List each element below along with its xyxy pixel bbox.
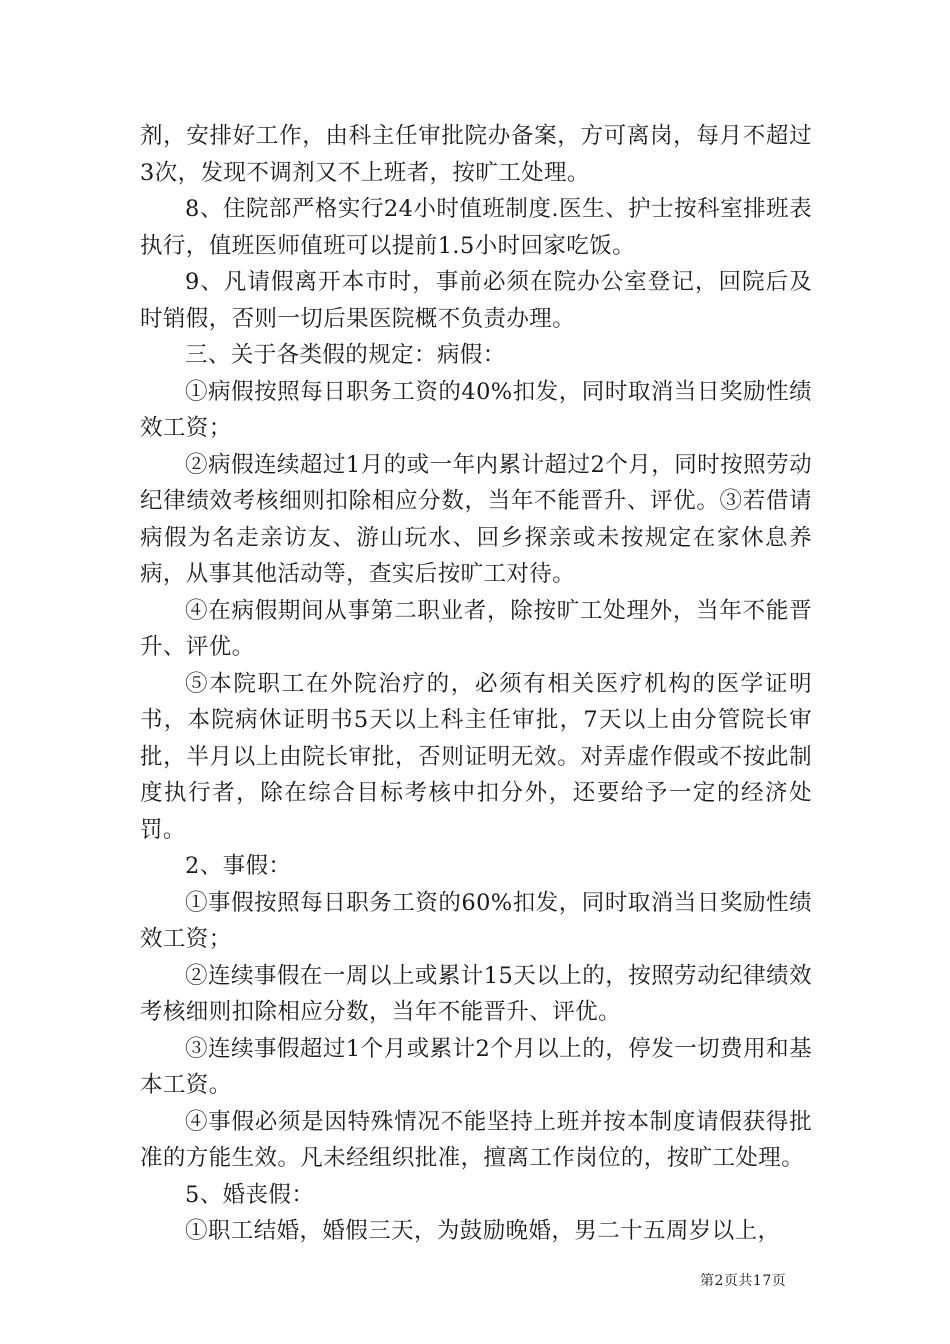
paragraph-item-9: 9、凡请假离开本市时，事前必须在院办公室登记，回院后及时销假，否则一切后果医院概不负责办理。 [140, 269, 812, 332]
paragraph-sick-leave-2-3: ②病假连续超过1月的或一年内累计超过2个月，同时按照劳动纪律绩效考核细则扣除相应分数，当年不能晋升、评优。③若借请病假为名走亲访友、游山玩水、回乡探亲或未按规定在家休息养病，从事其他活动等，查实后按旷工对待。 [140, 451, 812, 587]
page-number-footer: 第2页共17页 [700, 1273, 787, 1289]
paragraph-personal-leave-3: ③连续事假超过1个月或累计2个月以上的，停发一切费用和基本工资。 [140, 1035, 812, 1098]
paragraph-personal-leave-1: ①事假按照每日职务工资的60%扣发，同时取消当日奖励性绩效工资； [140, 889, 812, 952]
section-heading-leave-rules: 三、关于各类假的规定：病假： [185, 342, 506, 368]
paragraph-sick-leave-1: ①病假按照每日职务工资的40%扣发，同时取消当日奖励性绩效工资； [140, 378, 812, 441]
paragraph-sick-leave-4: ④在病假期间从事第二职业者，除按旷工处理外，当年不能晋升、评优。 [140, 597, 812, 660]
paragraph-continuation: 剂，安排好工作，由科主任审批院办备案，方可离岗，每月不超过3次，发现不调剂又不上班者，按旷工处理。 [140, 123, 812, 186]
subheading-marriage-funeral-leave: 5、婚丧假： [185, 1181, 315, 1208]
paragraph-marriage-leave-1: ①职工结婚，婚假三天，为鼓励晚婚，男二十五周岁以上， [185, 1218, 781, 1244]
subheading-personal-leave: 2、事假： [185, 853, 292, 879]
paragraph-personal-leave-4: ④事假必须是因特殊情况不能坚持上班并按本制度请假获得批准的方能生效。凡未经组织批准，擅离工作岗位的，按旷工处理。 [140, 1108, 812, 1171]
paragraph-personal-leave-2: ②连续事假在一周以上或累计15天以上的，按照劳动纪律绩效考核细则扣除相应分数，当年不能晋升、评优。 [140, 962, 812, 1025]
paragraph-sick-leave-5: ⑤本院职工在外院治疗的，必须有相关医疗机构的医学证明书，本院病休证明书5天以上科主任审批，7天以上由分管院长审批，半月以上由院长审批，否则证明无效。对弄虚作假或不按此制度执行者，除在综合目标考核中扣分外，还要给予一定的经济处罚。 [140, 670, 812, 843]
document-body [140, 118, 812, 1250]
paragraph-item-8: 8、住院部严格实行24小时值班制度.医生、护士按科室排班表执行，值班医师值班可以提前1.5小时回家吃饭。 [140, 196, 812, 259]
